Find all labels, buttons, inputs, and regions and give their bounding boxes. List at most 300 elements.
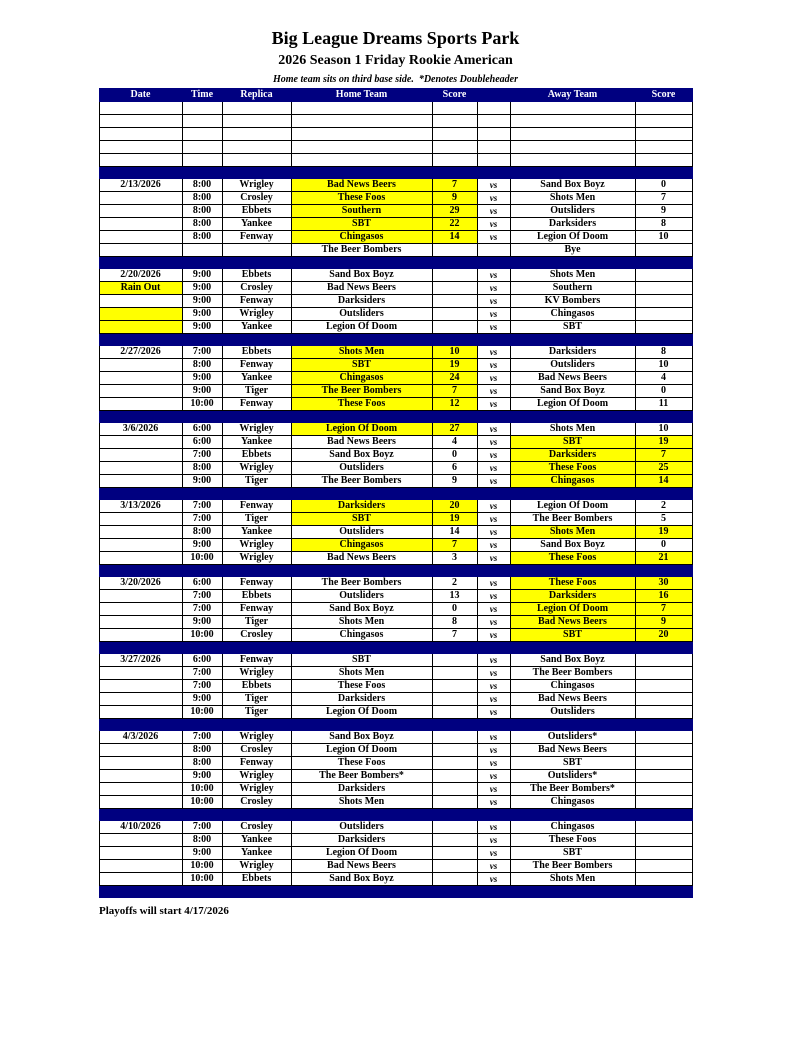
cell-away: SBT: [510, 847, 635, 860]
cell-away: Outsliders*: [510, 731, 635, 744]
game-row: [99, 603, 692, 616]
cell-date: [99, 616, 182, 629]
cell-replica: Crosley: [222, 282, 291, 295]
cell-away-score: [635, 783, 692, 796]
cell-home: Shots Men: [291, 667, 432, 680]
cell-date: [99, 757, 182, 770]
cell-home-score: 2: [432, 577, 477, 590]
cell-time: 9:00: [182, 616, 222, 629]
cell-replica: Yankee: [222, 436, 291, 449]
cell-date: [99, 590, 182, 603]
cell-date: [99, 231, 182, 244]
cell-home-score: [432, 269, 477, 282]
cell-date: [99, 693, 182, 706]
page-note: Home team sits on third base side. *Denotes Doubleheader: [273, 74, 518, 85]
cell-replica: Wrigley: [222, 308, 291, 321]
cell-away-score: [635, 154, 692, 167]
game-row: [99, 462, 692, 475]
cell-home-score: [432, 744, 477, 757]
cell-home: Outsliders: [291, 308, 432, 321]
cell-replica: Crosley: [222, 744, 291, 757]
cell-away-score: 10: [635, 423, 692, 436]
game-row: [99, 526, 692, 539]
cell-time: 8:00: [182, 744, 222, 757]
cell-time: 8:00: [182, 205, 222, 218]
cell-away: SBT: [510, 629, 635, 642]
cell-away: Bad News Beers: [510, 616, 635, 629]
cell-home-score: [432, 308, 477, 321]
cell-away: These Foos: [510, 462, 635, 475]
cell-time: 10:00: [182, 873, 222, 886]
game-row: [99, 757, 692, 770]
cell-date: 2/13/2026: [99, 179, 182, 192]
cell-replica: Wrigley: [222, 539, 291, 552]
cell-away-score: 10: [635, 359, 692, 372]
cell-time: 6:00: [182, 654, 222, 667]
cell-home: Outsliders: [291, 526, 432, 539]
cell-replica: [222, 128, 291, 141]
cell-time: 7:00: [182, 513, 222, 526]
game-row: [99, 244, 692, 257]
cell-replica: Crosley: [222, 629, 291, 642]
column-header-date: Date: [99, 89, 182, 102]
cell-away: Legion Of Doom: [510, 398, 635, 411]
cell-time: 7:00: [182, 449, 222, 462]
cell-home-score: [432, 115, 477, 128]
cell-home-score: 7: [432, 179, 477, 192]
cell-away-score: [635, 128, 692, 141]
cell-replica: Wrigley: [222, 423, 291, 436]
cell-away-score: 7: [635, 603, 692, 616]
cell-home: Darksiders: [291, 500, 432, 513]
cell-vs: vs: [477, 770, 510, 783]
cell-home: Outsliders: [291, 590, 432, 603]
cell-vs: vs: [477, 475, 510, 488]
cell-vs: vs: [477, 744, 510, 757]
cell-home-score: 0: [432, 603, 477, 616]
cell-home: Shots Men: [291, 616, 432, 629]
cell-away-score: [635, 308, 692, 321]
cell-replica: Yankee: [222, 372, 291, 385]
cell-time: 8:00: [182, 179, 222, 192]
game-row: [99, 680, 692, 693]
cell-date: [99, 449, 182, 462]
cell-away-score: 20: [635, 629, 692, 642]
cell-home: [291, 102, 432, 115]
cell-date: 2/20/2026: [99, 269, 182, 282]
cell-away-score: [635, 757, 692, 770]
cell-away: Chingasos: [510, 308, 635, 321]
cell-home-score: [432, 154, 477, 167]
game-row: [99, 231, 692, 244]
cell-replica: Yankee: [222, 526, 291, 539]
cell-replica: Fenway: [222, 500, 291, 513]
cell-away: These Foos: [510, 577, 635, 590]
cell-vs: vs: [477, 667, 510, 680]
cell-vs: [477, 244, 510, 257]
cell-replica: Yankee: [222, 218, 291, 231]
separator-bar: [99, 565, 692, 577]
cell-away: Outsliders: [510, 205, 635, 218]
cell-away: Chingasos: [510, 475, 635, 488]
cell-replica: Ebbets: [222, 449, 291, 462]
game-row: [99, 282, 692, 295]
cell-away-score: 25: [635, 462, 692, 475]
cell-home-score: [432, 667, 477, 680]
cell-home-score: [432, 141, 477, 154]
game-row: [99, 398, 692, 411]
game-row: [99, 770, 692, 783]
cell-away: Shots Men: [510, 423, 635, 436]
cell-away-score: [635, 860, 692, 873]
separator-bar: [99, 488, 692, 500]
separator-row: [99, 719, 692, 731]
cell-away-score: 0: [635, 179, 692, 192]
game-row: [99, 847, 692, 860]
empty-row: [99, 102, 692, 115]
separator-row: [99, 257, 692, 269]
game-row: [99, 205, 692, 218]
page-title: Big League Dreams Sports Park: [271, 28, 520, 48]
cell-vs: vs: [477, 359, 510, 372]
cell-home-score: 8: [432, 616, 477, 629]
cell-vs: vs: [477, 231, 510, 244]
cell-away: Darksiders: [510, 449, 635, 462]
cell-away: Darksiders: [510, 346, 635, 359]
cell-home: Sand Box Boyz: [291, 269, 432, 282]
cell-away: Bye: [510, 244, 635, 257]
game-row: [99, 706, 692, 719]
game-row: [99, 475, 692, 488]
cell-replica: Yankee: [222, 321, 291, 334]
cell-home: [291, 154, 432, 167]
empty-row: [99, 115, 692, 128]
cell-time: 9:00: [182, 539, 222, 552]
cell-away: The Beer Bombers: [510, 667, 635, 680]
cell-replica: [222, 154, 291, 167]
cell-date: [99, 475, 182, 488]
cell-vs: vs: [477, 269, 510, 282]
separator-bar: [99, 167, 692, 179]
cell-vs: vs: [477, 321, 510, 334]
cell-vs: vs: [477, 552, 510, 565]
cell-replica: Ebbets: [222, 680, 291, 693]
cell-away: Southern: [510, 282, 635, 295]
cell-home: Legion Of Doom: [291, 744, 432, 757]
cell-home: Chingasos: [291, 539, 432, 552]
cell-date: [99, 244, 182, 257]
cell-replica: Wrigley: [222, 552, 291, 565]
cell-replica: Tiger: [222, 693, 291, 706]
cell-date: [99, 860, 182, 873]
cell-home-score: 7: [432, 385, 477, 398]
cell-date: [99, 629, 182, 642]
cell-replica: Fenway: [222, 295, 291, 308]
cell-vs: vs: [477, 706, 510, 719]
cell-away: Sand Box Boyz: [510, 539, 635, 552]
game-row: [99, 179, 692, 192]
cell-home: Darksiders: [291, 783, 432, 796]
cell-away: Shots Men: [510, 526, 635, 539]
cell-vs: [477, 141, 510, 154]
cell-time: 9:00: [182, 693, 222, 706]
game-row: [99, 192, 692, 205]
game-row: [99, 821, 692, 834]
cell-date: [99, 770, 182, 783]
cell-date: [99, 603, 182, 616]
cell-home-score: 6: [432, 462, 477, 475]
cell-home-score: 27: [432, 423, 477, 436]
game-row: [99, 667, 692, 680]
cell-away: Bad News Beers: [510, 693, 635, 706]
cell-home: Shots Men: [291, 346, 432, 359]
cell-replica: [222, 115, 291, 128]
cell-home: Darksiders: [291, 834, 432, 847]
cell-replica: Yankee: [222, 847, 291, 860]
cell-home: The Beer Bombers: [291, 385, 432, 398]
cell-date: Rain Out: [99, 282, 182, 295]
cell-home-score: 9: [432, 192, 477, 205]
cell-away: Legion Of Doom: [510, 603, 635, 616]
cell-vs: vs: [477, 526, 510, 539]
cell-home: Bad News Beers: [291, 860, 432, 873]
cell-home-score: 22: [432, 218, 477, 231]
cell-home: Shots Men: [291, 796, 432, 809]
cell-home-score: [432, 102, 477, 115]
cell-time: 8:00: [182, 834, 222, 847]
column-header-vs: [477, 89, 510, 102]
cell-time: 9:00: [182, 770, 222, 783]
cell-away: Outsliders: [510, 706, 635, 719]
separator-row: [99, 488, 692, 500]
cell-date: [99, 308, 182, 321]
cell-home-score: 0: [432, 449, 477, 462]
cell-vs: vs: [477, 783, 510, 796]
cell-away: These Foos: [510, 552, 635, 565]
game-row: [99, 269, 692, 282]
cell-replica: Wrigley: [222, 860, 291, 873]
cell-date: [99, 154, 182, 167]
cell-date: [99, 205, 182, 218]
cell-home-score: [432, 757, 477, 770]
cell-replica: [222, 244, 291, 257]
cell-away-score: 0: [635, 539, 692, 552]
cell-home: Legion Of Doom: [291, 847, 432, 860]
cell-home-score: 7: [432, 629, 477, 642]
cell-time: [182, 102, 222, 115]
cell-away-score: 8: [635, 346, 692, 359]
cell-date: 3/13/2026: [99, 500, 182, 513]
cell-home-score: 12: [432, 398, 477, 411]
page-subtitle: 2026 Season 1 Friday Rookie American: [278, 53, 513, 68]
cell-date: [99, 834, 182, 847]
cell-replica: Ebbets: [222, 269, 291, 282]
cell-home-score: 14: [432, 526, 477, 539]
cell-replica: Ebbets: [222, 590, 291, 603]
cell-away-score: [635, 847, 692, 860]
game-row: [99, 629, 692, 642]
game-row: [99, 372, 692, 385]
cell-time: 6:00: [182, 436, 222, 449]
table-body: [99, 102, 692, 898]
cell-home: The Beer Bombers: [291, 577, 432, 590]
cell-away-score: [635, 834, 692, 847]
cell-away-score: 21: [635, 552, 692, 565]
schedule-table: [99, 88, 693, 898]
cell-time: 9:00: [182, 847, 222, 860]
cell-away: KV Bombers: [510, 295, 635, 308]
cell-vs: vs: [477, 731, 510, 744]
empty-row: [99, 128, 692, 141]
cell-away-score: 0: [635, 385, 692, 398]
cell-home: Outsliders: [291, 821, 432, 834]
column-header-home-score: Score: [432, 89, 477, 102]
cell-away: [510, 154, 635, 167]
cell-home: Sand Box Boyz: [291, 873, 432, 886]
cell-away: Shots Men: [510, 269, 635, 282]
cell-date: [99, 847, 182, 860]
cell-home: [291, 141, 432, 154]
cell-home: Sand Box Boyz: [291, 449, 432, 462]
cell-away: [510, 141, 635, 154]
separator-row: [99, 565, 692, 577]
game-row: [99, 860, 692, 873]
cell-home: Bad News Beers: [291, 282, 432, 295]
cell-vs: vs: [477, 873, 510, 886]
cell-home: Bad News Beers: [291, 179, 432, 192]
separator-bar: [99, 719, 692, 731]
game-row: [99, 500, 692, 513]
cell-date: 4/10/2026: [99, 821, 182, 834]
cell-time: 8:00: [182, 192, 222, 205]
cell-time: 6:00: [182, 577, 222, 590]
cell-replica: Wrigley: [222, 783, 291, 796]
cell-time: 7:00: [182, 500, 222, 513]
cell-vs: vs: [477, 757, 510, 770]
cell-date: [99, 680, 182, 693]
cell-vs: vs: [477, 693, 510, 706]
cell-home: Southern: [291, 205, 432, 218]
cell-home: [291, 128, 432, 141]
cell-home-score: [432, 706, 477, 719]
cell-vs: [477, 154, 510, 167]
cell-date: [99, 385, 182, 398]
cell-vs: vs: [477, 590, 510, 603]
cell-date: [99, 796, 182, 809]
cell-vs: vs: [477, 654, 510, 667]
game-row: [99, 423, 692, 436]
cell-replica: Tiger: [222, 706, 291, 719]
cell-date: [99, 873, 182, 886]
cell-home-score: [432, 282, 477, 295]
cell-away-score: [635, 796, 692, 809]
cell-time: 7:00: [182, 603, 222, 616]
cell-replica: Crosley: [222, 192, 291, 205]
cell-time: 9:00: [182, 308, 222, 321]
cell-time: 8:00: [182, 757, 222, 770]
cell-home: Chingasos: [291, 231, 432, 244]
game-row: [99, 308, 692, 321]
separator-bar: [99, 257, 692, 269]
cell-replica: Ebbets: [222, 346, 291, 359]
cell-time: 10:00: [182, 860, 222, 873]
cell-away-score: [635, 873, 692, 886]
cell-replica: Yankee: [222, 834, 291, 847]
cell-away-score: 9: [635, 205, 692, 218]
cell-away-score: [635, 693, 692, 706]
cell-away: Sand Box Boyz: [510, 654, 635, 667]
game-row: [99, 385, 692, 398]
cell-date: [99, 539, 182, 552]
cell-vs: [477, 115, 510, 128]
cell-home: SBT: [291, 513, 432, 526]
cell-vs: vs: [477, 192, 510, 205]
cell-vs: vs: [477, 398, 510, 411]
cell-away-score: 10: [635, 231, 692, 244]
cell-date: 3/20/2026: [99, 577, 182, 590]
cell-vs: vs: [477, 449, 510, 462]
cell-replica: Fenway: [222, 654, 291, 667]
cell-replica: [222, 141, 291, 154]
cell-replica: Wrigley: [222, 667, 291, 680]
cell-date: [99, 128, 182, 141]
cell-time: 8:00: [182, 359, 222, 372]
separator-row: [99, 167, 692, 179]
cell-away-score: 7: [635, 192, 692, 205]
cell-home-score: [432, 244, 477, 257]
cell-time: 10:00: [182, 552, 222, 565]
cell-date: [99, 192, 182, 205]
empty-row: [99, 154, 692, 167]
cell-home: SBT: [291, 654, 432, 667]
cell-away-score: 30: [635, 577, 692, 590]
cell-time: 10:00: [182, 796, 222, 809]
cell-replica: Fenway: [222, 577, 291, 590]
cell-vs: vs: [477, 372, 510, 385]
cell-home: Chingasos: [291, 629, 432, 642]
cell-time: 8:00: [182, 231, 222, 244]
game-row: [99, 346, 692, 359]
cell-home: Sand Box Boyz: [291, 603, 432, 616]
cell-time: 9:00: [182, 321, 222, 334]
cell-replica: Wrigley: [222, 179, 291, 192]
separator-row: [99, 411, 692, 423]
cell-time: 9:00: [182, 475, 222, 488]
cell-away: SBT: [510, 321, 635, 334]
cell-away: Chingasos: [510, 796, 635, 809]
cell-home-score: 19: [432, 513, 477, 526]
game-row: [99, 295, 692, 308]
cell-away-score: [635, 321, 692, 334]
cell-away: Darksiders: [510, 218, 635, 231]
game-row: [99, 873, 692, 886]
cell-home: Bad News Beers: [291, 436, 432, 449]
cell-time: 9:00: [182, 385, 222, 398]
cell-away: Shots Men: [510, 192, 635, 205]
cell-away-score: 5: [635, 513, 692, 526]
game-row: [99, 577, 692, 590]
cell-away-score: [635, 706, 692, 719]
cell-vs: vs: [477, 295, 510, 308]
separator-row: [99, 886, 692, 898]
cell-date: [99, 141, 182, 154]
cell-home-score: 29: [432, 205, 477, 218]
cell-home: SBT: [291, 218, 432, 231]
cell-away: Darksiders: [510, 590, 635, 603]
separator-row: [99, 809, 692, 821]
cell-away-score: 19: [635, 526, 692, 539]
cell-vs: vs: [477, 436, 510, 449]
